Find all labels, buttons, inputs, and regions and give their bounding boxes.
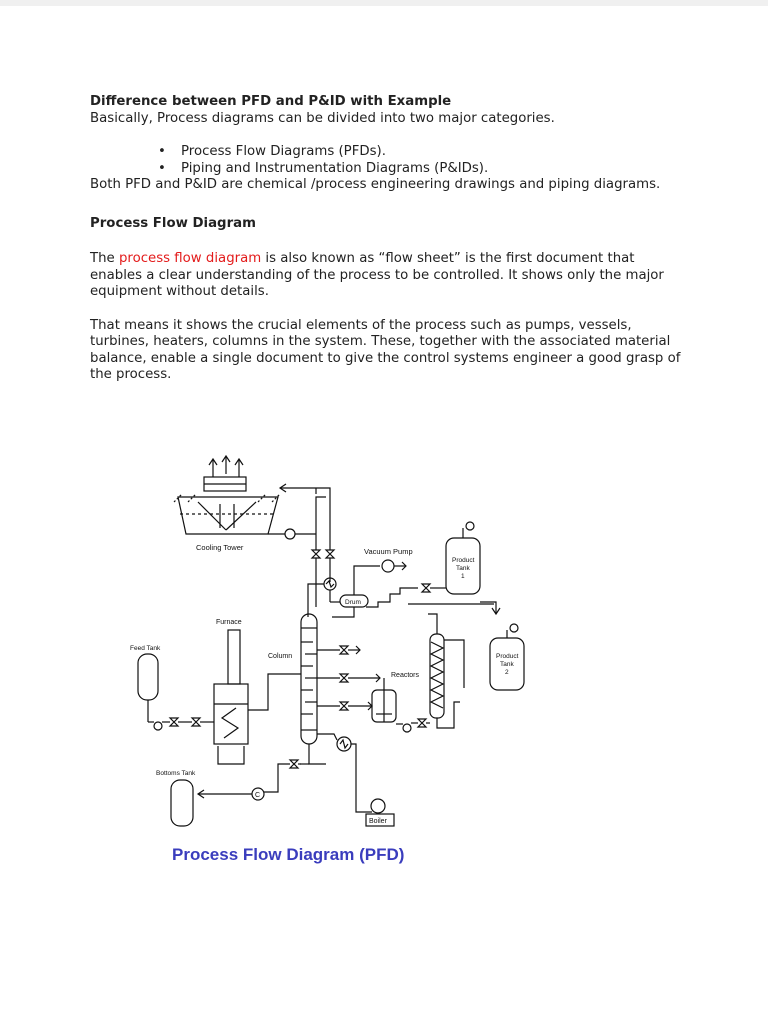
bottoms-tank-icon [171, 780, 193, 826]
furnace-icon [214, 630, 248, 764]
reactor-icon [372, 678, 396, 722]
boiler-label: Boiler [369, 818, 387, 825]
product-tank-2-label: Product [496, 653, 519, 660]
distillation-column-icon [301, 614, 317, 744]
vacuum-pump-label: Vacuum Pump [364, 547, 413, 556]
valve-icon [340, 674, 348, 682]
paragraph-2: That means it shows the crucial elements of the process such as pumps, vessels, turbines, heaters, columns in the system. These, together with the associated material balance, enable a single document to give the control systems engineer a good grasp of the process. [90, 317, 681, 382]
valve-icon [422, 584, 430, 592]
pump-icon [154, 722, 162, 730]
product-tank-2-label-line3: 2 [505, 669, 509, 676]
list-item [90, 161, 690, 178]
paragraph-1 [90, 251, 690, 301]
paragraph-1-rest: is also known as “flow sheet” is the first document that enables a clear understanding of the process to be controlled. It shows only the major equipment without details. [90, 251, 664, 299]
list-item-text: Process Flow Diagrams (PFDs). [181, 144, 386, 159]
valve-icon [340, 702, 348, 710]
product-tank-1-label: Product [452, 557, 475, 564]
valve-icon [192, 718, 200, 726]
bottoms-tank-label: Bottoms Tank [156, 770, 196, 777]
pump-icon [285, 529, 295, 539]
feed-tank-icon [138, 654, 158, 722]
valve-icon [312, 550, 320, 558]
heat-exchanger-icon [430, 628, 444, 718]
category-list [90, 144, 690, 177]
boiler-icon [371, 799, 385, 813]
valve-icon [326, 550, 334, 558]
furnace-label: Furnace [216, 619, 242, 626]
document-title: Difference between PFD and P&ID with Example [90, 94, 452, 109]
top-bar [0, 0, 768, 6]
pump-icon [403, 724, 411, 732]
feed-tank-label: Feed Tank [130, 645, 161, 652]
cooling-tower-label: Cooling Tower [196, 543, 244, 552]
pump-c-label: C [255, 792, 261, 799]
paragraph-1-prefix: The [90, 251, 119, 266]
intro-text: Basically, Process diagrams can be divided into two major categories. [90, 110, 555, 126]
document-body [90, 94, 690, 384]
valve-icon [170, 718, 178, 726]
valve-icon [418, 719, 426, 727]
bullet-icon: • [158, 144, 166, 159]
vacuum-pump-icon [382, 560, 394, 572]
cooling-tower-icon [174, 456, 280, 534]
bullet-icon: • [158, 160, 166, 176]
drum-label: Drum [345, 599, 361, 606]
diagram-caption: Process Flow Diagram (PFD) [172, 845, 405, 864]
valve-icon [340, 646, 348, 654]
section-heading: Process Flow Diagram [90, 215, 256, 231]
list-item-text: Piping and Instrumentation Diagrams (P&IDs). [181, 160, 489, 176]
process-flow-diagram-figure [108, 442, 558, 878]
pfd-drawing [108, 442, 558, 878]
valve-icon [290, 760, 298, 768]
column-label: Column [268, 653, 293, 660]
product-tank-1-label-line2: Tank [456, 565, 470, 572]
both-text: Both PFD and P&ID are chemical /process engineering drawings and piping diagrams. [90, 177, 661, 192]
product-tank-2-label-line2: Tank [500, 661, 514, 668]
process-flow-diagram-link[interactable]: process flow diagram [118, 251, 262, 266]
list-item [90, 144, 690, 161]
reactors-label: Reactors [391, 672, 420, 679]
product-tank-1-label-line3: 1 [461, 573, 465, 580]
